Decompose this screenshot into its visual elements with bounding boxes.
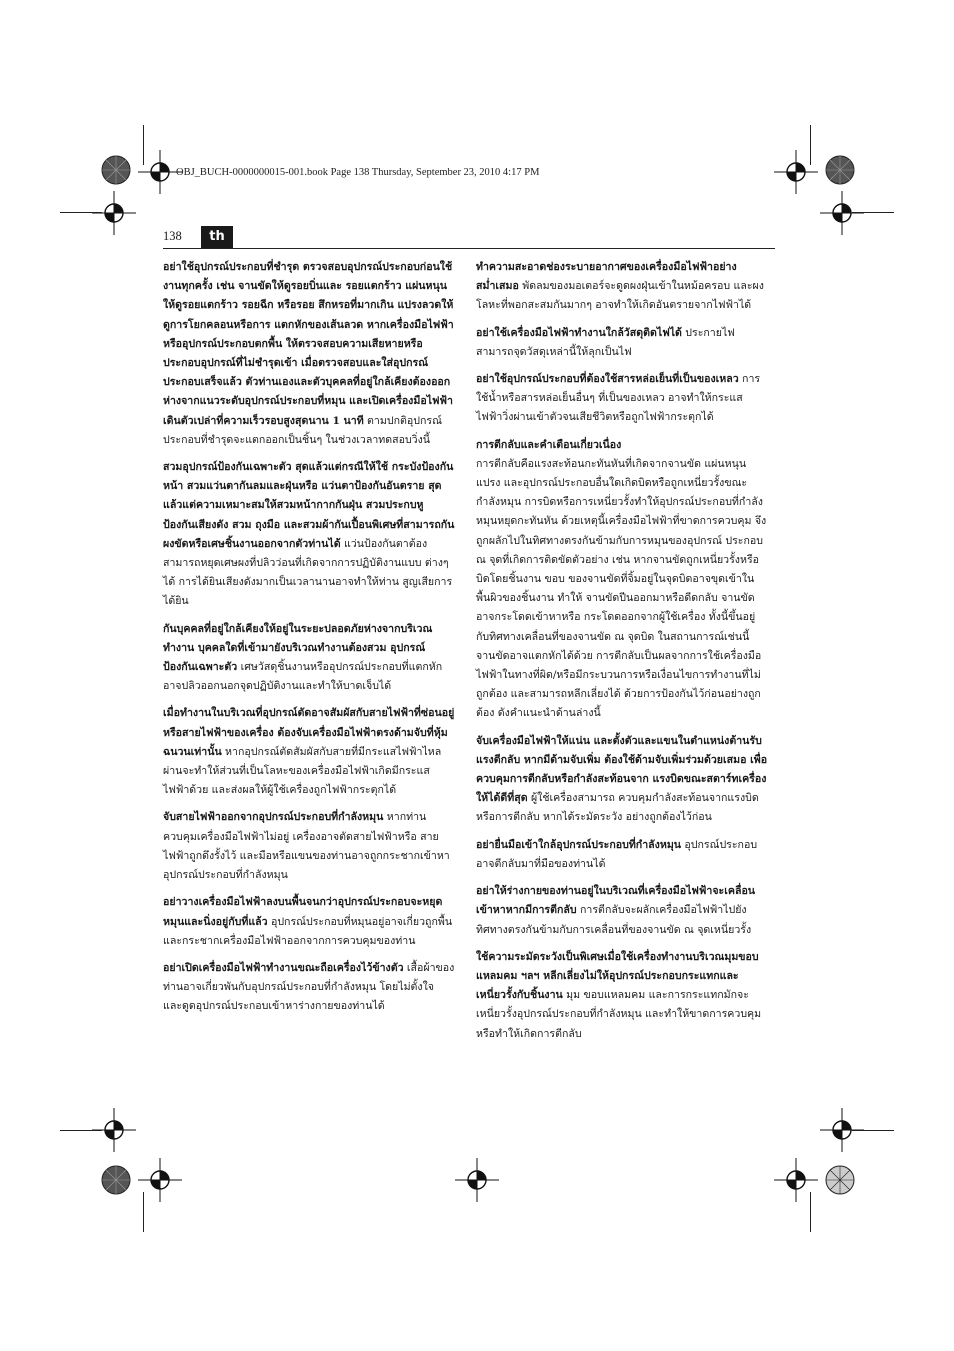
paragraph-text: เสื้อผ้าของท่านอาจเกี่ยวพันกับอุปกรณ์ประกอบที่กำลังหมุน โดยไม่ตั้งใจ และดูดอุปกรณ์ประกอบเข้าหาร่างกายของท่านได้ (163, 961, 455, 1013)
paragraph-text: มุม ขอบแหลมคม และการกระแทกมักจะเหนี่ยวรั้งอุปกรณ์ประกอบที่กำลังหมุน และทำให้ขาดการควบคุมหรือทำให้เกิดการตีกลับ (476, 989, 762, 1040)
registration-mark-icon (774, 150, 818, 194)
paragraph-bold-lead: สวมอุปกรณ์ป้องกันเฉพาะตัว สุดแล้วแต่กรณีให้ใช้ กระบังป้องกันหน้า สวมแว่นตากันลมและฝุ่นหรือ แว่นตาป้องกันอันตราย สุดแล้วแต่ความเหมาะสมให้สวมหน้ากากกันฝุ่น สวมประกบหูป้องกันเสียงดัง สวม ถุงมือ และสวมผ้ากันเปื้อนพิเศษที่สามารถกันผงขัดหรือเศษชิ้นงานออกจากตัวท่านได้ (163, 461, 455, 550)
paragraph-text: หากท่านควบคุมเครื่องมือไฟฟ้าไม่อยู่ เครื่องอาจตัดสายไฟฟ้าหรือ สายไฟฟ้าถูกดึงรั้งไว้ และมือหรือแขนของท่านอาจถูกกระชากเข้าหาอุปกรณ์ประกอบที่กำลังหมุน (163, 811, 450, 882)
paragraph (476, 732, 768, 828)
paragraph (163, 808, 455, 885)
paragraph (476, 948, 768, 1044)
paragraph-bold-lead: เมื่อทำงานในบริเวณที่อุปกรณ์ตัดอาจสัมผัสกับสายไฟฟ้าที่ซ่อนอยู่หรือสายไฟฟ้าของเครื่อง ต้องจับเครื่องมือไฟฟ้าตรงด้ามจับที่หุ้มฉนวนเท่านั้น (163, 707, 455, 758)
color-target-icon (825, 1165, 855, 1195)
paragraph (163, 458, 455, 612)
paragraph (163, 959, 455, 1017)
paragraph-text: ผู้ใช้เครื่องสามารถ ควบคุมกำลังสะท้อนจากแรงบิดหรือการตีกลับ หากได้ระมัดระวัง อย่างถูกต้องไว้ก่อน (476, 792, 759, 824)
registration-mark-icon (455, 1158, 499, 1202)
paragraph-bold-lead: ทำความสะอาดช่องระบายอากาศของเครื่องมือไฟฟ้าอย่างสม่ำเสมอ (476, 261, 737, 293)
crop-line (810, 125, 811, 165)
crop-line (60, 212, 102, 213)
page-number: 138 (163, 229, 182, 243)
paragraph (163, 893, 455, 951)
paragraph-bold-lead: อย่าให้ร่างกายของท่านอยู่ในบริเวณที่เครื่องมือไฟฟ้าจะเคลื่อนเข้าหาหากมีการตีกลับ (476, 885, 756, 917)
paragraph (476, 258, 768, 316)
paragraph (476, 324, 768, 362)
paragraph-bold-lead: ใช้ความระมัดระวังเป็นพิเศษเมื่อใช้เครื่องทำงานบริเวณมุมขอบแหลมคม ฯลฯ หลีกเลี่ยงไม่ให้อุปกรณ์ประกอบกระแทกและเหนี่ยวรั้งกับชิ้นงาน (476, 950, 759, 1002)
paragraph-bold-lead: อย่าใช้อุปกรณ์ประกอบที่ต้องใช้สารหล่อเย็นที่เป็นของเหลว (476, 373, 739, 386)
crop-line (143, 1192, 144, 1232)
paragraph (476, 370, 768, 428)
paragraph (163, 704, 455, 800)
right-column (476, 258, 768, 1052)
color-target-icon (101, 155, 131, 185)
paragraph-text: อุปกรณ์ประกอบที่หมุนอยู่อาจเกี่ยวถูกพื้นและกระชากเครื่องมือไฟฟ้าออกจากการควบคุมของท่าน (163, 915, 453, 947)
left-column (163, 258, 455, 1025)
paragraph-text: ตามปกติอุปกรณ์ประกอบที่ชำรุดจะแตกออกเป็นชิ้นๆ ในช่วงเวลาทดสอบวิ่งนี้ (163, 414, 442, 446)
registration-mark-icon (92, 191, 136, 235)
color-target-icon (101, 1165, 131, 1195)
paragraph (476, 836, 768, 874)
paragraph-bold-lead: อย่าวางเครื่องมือไฟฟ้าลงบนพื้นจนกว่าอุปกรณ์ประกอบจะหยุดหมุนและนิ่งอยู่กับที่แล้ว (163, 896, 443, 928)
paragraph-text: เศษวัสดุชิ้นงานหรืออุปกรณ์ประกอบที่แตกหักอาจปลิวออกนอกจุดปฏิบัติงานและทำให้บาดเจ็บได้ (163, 661, 443, 693)
paragraph (163, 258, 455, 450)
registration-mark-icon (138, 1158, 182, 1202)
book-info-header: OBJ_BUCH-0000000015-001.book Page 138 Thursday, September 23, 2010 4:17 PM (176, 167, 540, 178)
header-rule (163, 248, 775, 249)
crop-line (143, 125, 144, 165)
section-title-kickback: การตีกลับและคำเตือนเกี่ยวเนื่อง (476, 438, 622, 451)
paragraph-bold-lead: กันบุคคลที่อยู่ใกล้เคียงให้อยู่ในระยะปลอดภัยห่างจากบริเวณทำงาน บุคคลใดที่เข้ามายังบริเวณทำงานต้องสวม อุปกรณ์ป้องกันเฉพาะตัว (163, 622, 433, 674)
paragraph-text: การตีกลับจะผลักเครื่องมือไฟฟ้าไปยังทิศทางตรงกันข้ามกับการเคลื่อนที่ของจานขัด ณ จุดเหนี่ยวรั้ง (476, 904, 752, 936)
paragraph-bold-lead: อย่าใช้เครื่องมือไฟฟ้าทำงานใกล้วัสดุติดไฟได้ (476, 326, 682, 339)
paragraph-bold-lead: อย่ายื่นมือเข้าใกล้อุปกรณ์ประกอบที่กำลังหมุน (476, 838, 682, 851)
language-tab: th (201, 226, 233, 248)
paragraph-bold-lead: อย่าเปิดเครื่องมือไฟฟ้าทำงานขณะถือเครื่องไว้ข้างตัว (163, 961, 404, 974)
paragraph-text: อุปกรณ์ประกอบอาจตีกลับมาที่มือของท่านได้ (476, 838, 758, 870)
paragraph-text: พัดลมของมอเตอร์จะดูดผงฝุ่นเข้าในหม้อครอบ และผงโลหะที่พอกสะสมกันมากๆ อาจทำให้เกิดอันตรายจากไฟฟ้าได้ (476, 280, 764, 312)
paragraph-text: หากอุปกรณ์ตัดสัมผัสกับสายที่มีกระแสไฟฟ้าไหลผ่านจะทำให้ส่วนที่เป็นโลหะของเครื่องมือไฟฟ้าเกิดมีกระแสไฟฟ้าด้วย และส่งผลให้ผู้ใช้เครื่องถูกไฟฟ้ากระตุกได้ (163, 745, 442, 797)
crop-line (810, 1192, 811, 1232)
paragraph-bold-lead: จับสายไฟฟ้าออกจากอุปกรณ์ประกอบที่กำลังหมุน (163, 811, 384, 824)
page-header (163, 226, 775, 250)
registration-mark-icon (774, 1158, 818, 1202)
paragraph-text: การใช้น้ำหรือสารหล่อเย็นอื่นๆ ที่เป็นของเหลว อาจทำให้กระแสไฟฟ้าวิ่งผ่านเข้าตัวจนเสียชีวิตหรือถูกไฟฟ้ากระตุกได้ (476, 373, 761, 424)
paragraph-bold-lead: อย่าใช้อุปกรณ์ประกอบที่ชำรุด ตรวจสอบอุปกรณ์ประกอบก่อนใช้งานทุกครั้ง เช่น จานขัดให้ดูรอยบิ่นและ รอยแตกร้าว แผ่นหนุนให้ดูรอยแตกร้าว รอยฉีก หรือรอย สึกหรอที่มากเกิน แปรงลวดให้ดูการโยกคลอนหรือการ แตกหักของเส้นลวด หากเครื่องมือไฟฟ้าหรืออุปกรณ์ประกอบตกพื้น ให้ตรวจสอบความเสียหายหรือประกอบอุปกรณ์ที่ไม่ชำรุดเข้า เมื่อตรวจสอบและใส่อุปกรณ์ประกอบเสร็จแล้ว ตัวท่านเองและตัวบุคคลที่อยู่ใกล้เคียงต้องออกห่างจากแนวระดับอุปกรณ์ประกอบที่หมุน และเปิดเครื่องมือไฟฟ้าเดินตัวเปล่าที่ความเร็วรอบสูงสุดนาน 1 นาที (163, 261, 454, 427)
crop-line (852, 212, 894, 213)
crop-line (852, 1130, 894, 1131)
crop-line (60, 1130, 102, 1131)
paragraph-bold-lead: จับเครื่องมือไฟฟ้าให้แน่น และตั้งตัวและแขนในตำแหน่งต้านรับแรงตีกลับ หากมีด้ามจับเพิ่ม ต้องใช้ด้ามจับเพิ่มร่วมด้วยเสมอ เพื่อควบคุมการตีกลับหรือกำลังสะท้อนจาก แรงบิดขณะสตาร์ทเครื่องให้ได้ดีที่สุด (476, 734, 768, 805)
paragraph-text: ประกายไฟสามารถจุดวัสดุเหล่านี้ให้ลุกเป็นไฟ (476, 326, 735, 358)
paragraph-text: แว่นป้องกันตาต้อง สามารถหยุดเศษผงที่ปลิวว่อนที่เกิดจากการปฏิบัติงานแบบ ต่างๆ ได้ การได้ยินเสียงดังมากเป็นเวลานานอาจทำให้ท่าน สูญเสียการได้ยิน (163, 537, 453, 608)
section-intro: การตีกลับคือแรงสะท้อนกะทันหันที่เกิดจากจานขัด แผ่นหนุน แปรง และอุปกรณ์ประกอบอื่นใดเกิดบิดหรือถูกเหนี่ยวรั้งขณะกำลังหมุน การบิดหรือการเหนี่ยวรั้งทำให้อุปกรณ์ประกอบที่กำลัง หมุนหยุดกะทันหัน ด้วยเหตุนี้เครื่องมือไฟฟ้าที่ขาดการควบคุม จึงถูกผลักไปในทิศทางตรงกันข้ามกับการหมุนของอุปกรณ์ ประกอบ ณ จุดที่เกิดการติดขัดตัวอย่าง เช่น หากจานขัดถูกเหนี่ยวรั้งหรือบิดโดยชิ้นงาน ขอบ ของจานขัดที่จิ้มอยู่ในจุดบิดอาจขุดเข้าในพื้นผิวของชิ้นงาน ทำให้ จานขัดปีนออกมาหรือดีดกลับ จานขัดอาจกระโดดเข้าหาหรือ กระโดดออกจากผู้ใช้เครื่อง ทั้งนี้ขึ้นอยู่กับทิศทางเคลื่อนที่ของจานขัด ณ จุดบิด ในสถานการณ์เช่นนี้จานขัดอาจแตกหักได้ด้วย การตีกลับเป็นผลจากการใช้เครื่องมือไฟฟ้าในทางที่ผิด/หรือมีกระบวนการหรือเงื่อนไขการทำงานที่ไม่ถูกต้อง และสามารถหลีกเลี่ยงได้ ด้วยการป้องกันไว้ก่อนอย่างถูกต้อง ดังคำแนะนำด้านล่างนี้ (476, 457, 767, 720)
color-target-icon (825, 155, 855, 185)
registration-mark-icon (820, 191, 864, 235)
paragraph (476, 882, 768, 940)
paragraph (163, 620, 455, 697)
